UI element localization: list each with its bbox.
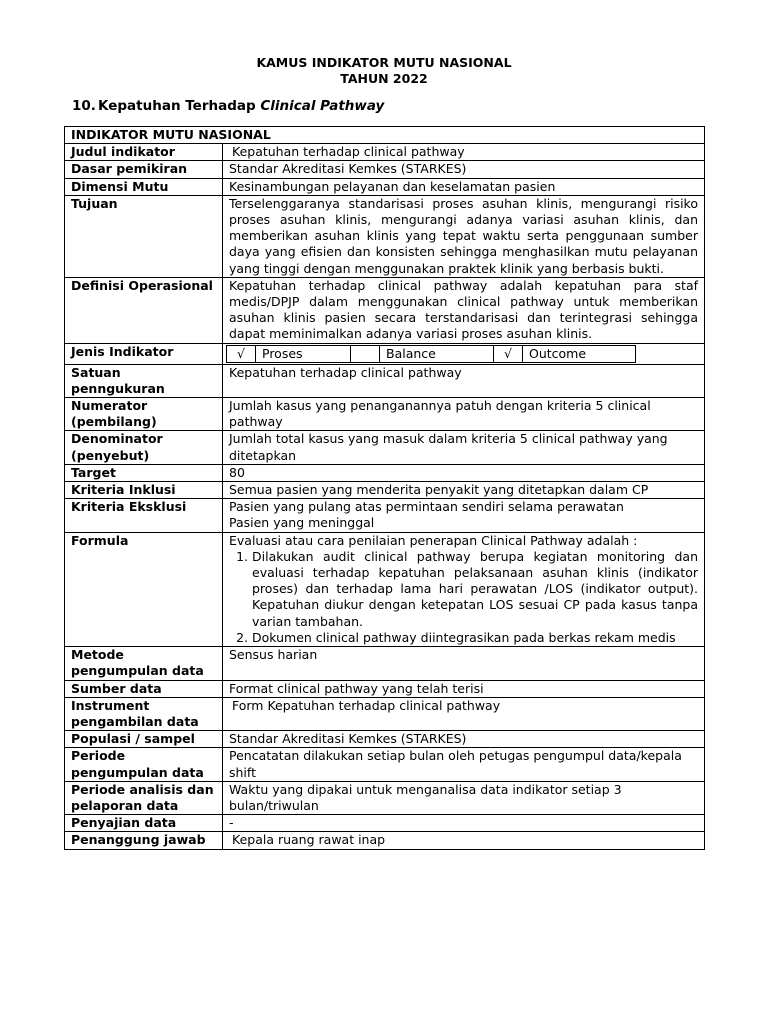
value-dasar: Standar Akreditasi Kemkes (STARKES) xyxy=(223,161,705,178)
value-penanggung: Kepala ruang rawat inap xyxy=(223,832,705,849)
value-numerator: Jumlah kasus yang penanganannya patuh dengan kriteria 5 clinical pathway xyxy=(223,398,705,431)
label-satuan: Satuan penngukuran xyxy=(65,364,223,397)
eksklusi-line-1: Pasien yang pulang atas permintaan sendiri selama perawatan xyxy=(229,499,624,515)
row-sumber xyxy=(65,680,705,697)
value-formula xyxy=(223,532,705,646)
row-definisi xyxy=(65,277,705,343)
value-periode-analisis: Waktu yang dipakai untuk menganalisa data indikator setiap 3 bulan/triwulan xyxy=(223,781,705,814)
row-dasar xyxy=(65,161,705,178)
row-target xyxy=(65,464,705,481)
value-judul: Kepatuhan terhadap clinical pathway xyxy=(223,144,705,161)
label-target: Target xyxy=(65,464,223,481)
row-jenis xyxy=(65,343,705,364)
value-definisi: Kepatuhan terhadap clinical pathway adalah kepatuhan para staf medis/DPJP dalam menggunakan clinical pathway untuk memberikan asuhan klinis pasien secara terstandarisasi dan terintegrasi sehingga dapat meminimalkan adanya variasi proses asuhan klinis. xyxy=(223,277,705,343)
label-denominator: Denominator (penyebut) xyxy=(65,431,223,464)
value-periode-pengumpulan: Pencatatan dilakukan setiap bulan oleh petugas pengumpul data/kepala shift xyxy=(223,748,705,781)
label-judul: Judul indikator xyxy=(65,144,223,161)
value-instrument: Form Kepatuhan terhadap clinical pathway xyxy=(223,697,705,730)
label-penyajian: Penyajian data xyxy=(65,815,223,832)
label-numerator: Numerator (pembilang) xyxy=(65,398,223,431)
document-title: KAMUS INDIKATOR MUTU NASIONAL xyxy=(256,55,512,70)
label-periode-analisis: Periode analisis dan pelaporan data xyxy=(65,781,223,814)
document-year: TAHUN 2022 xyxy=(340,71,428,86)
value-target: 80 xyxy=(223,464,705,481)
row-numerator xyxy=(65,398,705,431)
value-populasi: Standar Akreditasi Kemkes (STARKES) xyxy=(223,731,705,748)
label-instrument: Instrument pengambilan data xyxy=(65,697,223,730)
option-outcome: Outcome xyxy=(523,345,636,362)
option-proses: Proses xyxy=(256,345,351,362)
formula-step: 1. Dilakukan audit clinical pathway berupa kegiatan monitoring dan evaluasi terhadap kepatuhan pelaksanaan asuhan klinis (indikator proses) dan terhadap lama hari perawatan /LOS (indikator output). Kepatuhan diukur dengan ketepatan LOS sesuai CP pada kasus tanpa varian tambahan. xyxy=(252,549,698,630)
value-eksklusi xyxy=(223,499,705,532)
value-sumber: Format clinical pathway yang telah terisi xyxy=(223,680,705,697)
option-balance: Balance xyxy=(380,345,494,362)
label-inklusi: Kriteria Inklusi xyxy=(65,482,223,499)
row-dimensi xyxy=(65,178,705,195)
label-jenis: Jenis Indikator xyxy=(65,343,223,364)
label-periode-pengumpulan: Periode pengumpulan data xyxy=(65,748,223,781)
checkmark-balance xyxy=(351,345,380,362)
row-denominator xyxy=(65,431,705,464)
section-title-prefix: Kepatuhan Terhadap xyxy=(98,98,261,114)
eksklusi-line-2: Pasien yang meninggal xyxy=(229,515,375,531)
jenis-options-table xyxy=(226,345,636,363)
value-satuan: Kepatuhan terhadap clinical pathway xyxy=(223,364,705,397)
row-eksklusi xyxy=(65,499,705,532)
label-populasi: Populasi / sampel xyxy=(65,731,223,748)
value-jenis xyxy=(223,343,705,364)
label-penanggung: Penanggung jawab xyxy=(65,832,223,849)
section-number: 10. xyxy=(72,98,96,114)
table-heading-row xyxy=(65,127,705,144)
formula-step: 2. Dokumen clinical pathway diintegrasikan pada berkas rekam medis xyxy=(252,630,698,646)
label-tujuan: Tujuan xyxy=(65,195,223,277)
label-eksklusi: Kriteria Eksklusi xyxy=(65,499,223,532)
value-dimensi: Kesinambungan pelayanan dan keselamatan pasien xyxy=(223,178,705,195)
row-metode xyxy=(65,647,705,680)
row-periode-analisis xyxy=(65,781,705,814)
value-penyajian: - xyxy=(223,815,705,832)
row-formula xyxy=(65,532,705,646)
row-judul xyxy=(65,144,705,161)
row-tujuan xyxy=(65,195,705,277)
row-instrument xyxy=(65,697,705,730)
label-dimensi: Dimensi Mutu xyxy=(65,178,223,195)
row-populasi xyxy=(65,731,705,748)
section-title-emphasis: Clinical Pathway xyxy=(260,98,385,114)
value-tujuan: Terselenggaranya standarisasi proses asuhan klinis, mengurangi risiko proses asuhan klinis, mengurangi adanya variasi asuhan klinis, dan memberikan asuhan klinis yang tepat waktu serta penggunaan sumber daya yang efisien dan konsisten sehingga menghasilkan mutu pelayanan yang tinggi dengan menggunakan praktek klinik yang berbasis bukti. xyxy=(223,195,705,277)
row-periode-pengumpulan xyxy=(65,748,705,781)
formula-intro: Evaluasi atau cara penilaian penerapan Clinical Pathway adalah : xyxy=(229,532,638,548)
row-penanggung xyxy=(65,832,705,849)
formula-steps xyxy=(229,549,698,646)
label-formula: Formula xyxy=(65,532,223,646)
row-penyajian xyxy=(65,815,705,832)
row-satuan xyxy=(65,364,705,397)
table-heading: INDIKATOR MUTU NASIONAL xyxy=(65,127,705,144)
label-dasar: Dasar pemikiran xyxy=(65,161,223,178)
value-inklusi: Semua pasien yang menderita penyakit yang ditetapkan dalam CP xyxy=(223,482,705,499)
value-denominator: Jumlah total kasus yang masuk dalam kriteria 5 clinical pathway yang ditetapkan xyxy=(223,431,705,464)
row-inklusi xyxy=(65,482,705,499)
label-metode: Metode pengumpulan data xyxy=(65,647,223,680)
value-metode: Sensus harian xyxy=(223,647,705,680)
label-definisi: Definisi Operasional xyxy=(65,277,223,343)
checkmark-outcome: √ xyxy=(494,345,523,362)
label-sumber: Sumber data xyxy=(65,680,223,697)
section-heading xyxy=(72,97,384,115)
checkmark-proses: √ xyxy=(227,345,256,362)
indicator-table xyxy=(64,126,705,850)
